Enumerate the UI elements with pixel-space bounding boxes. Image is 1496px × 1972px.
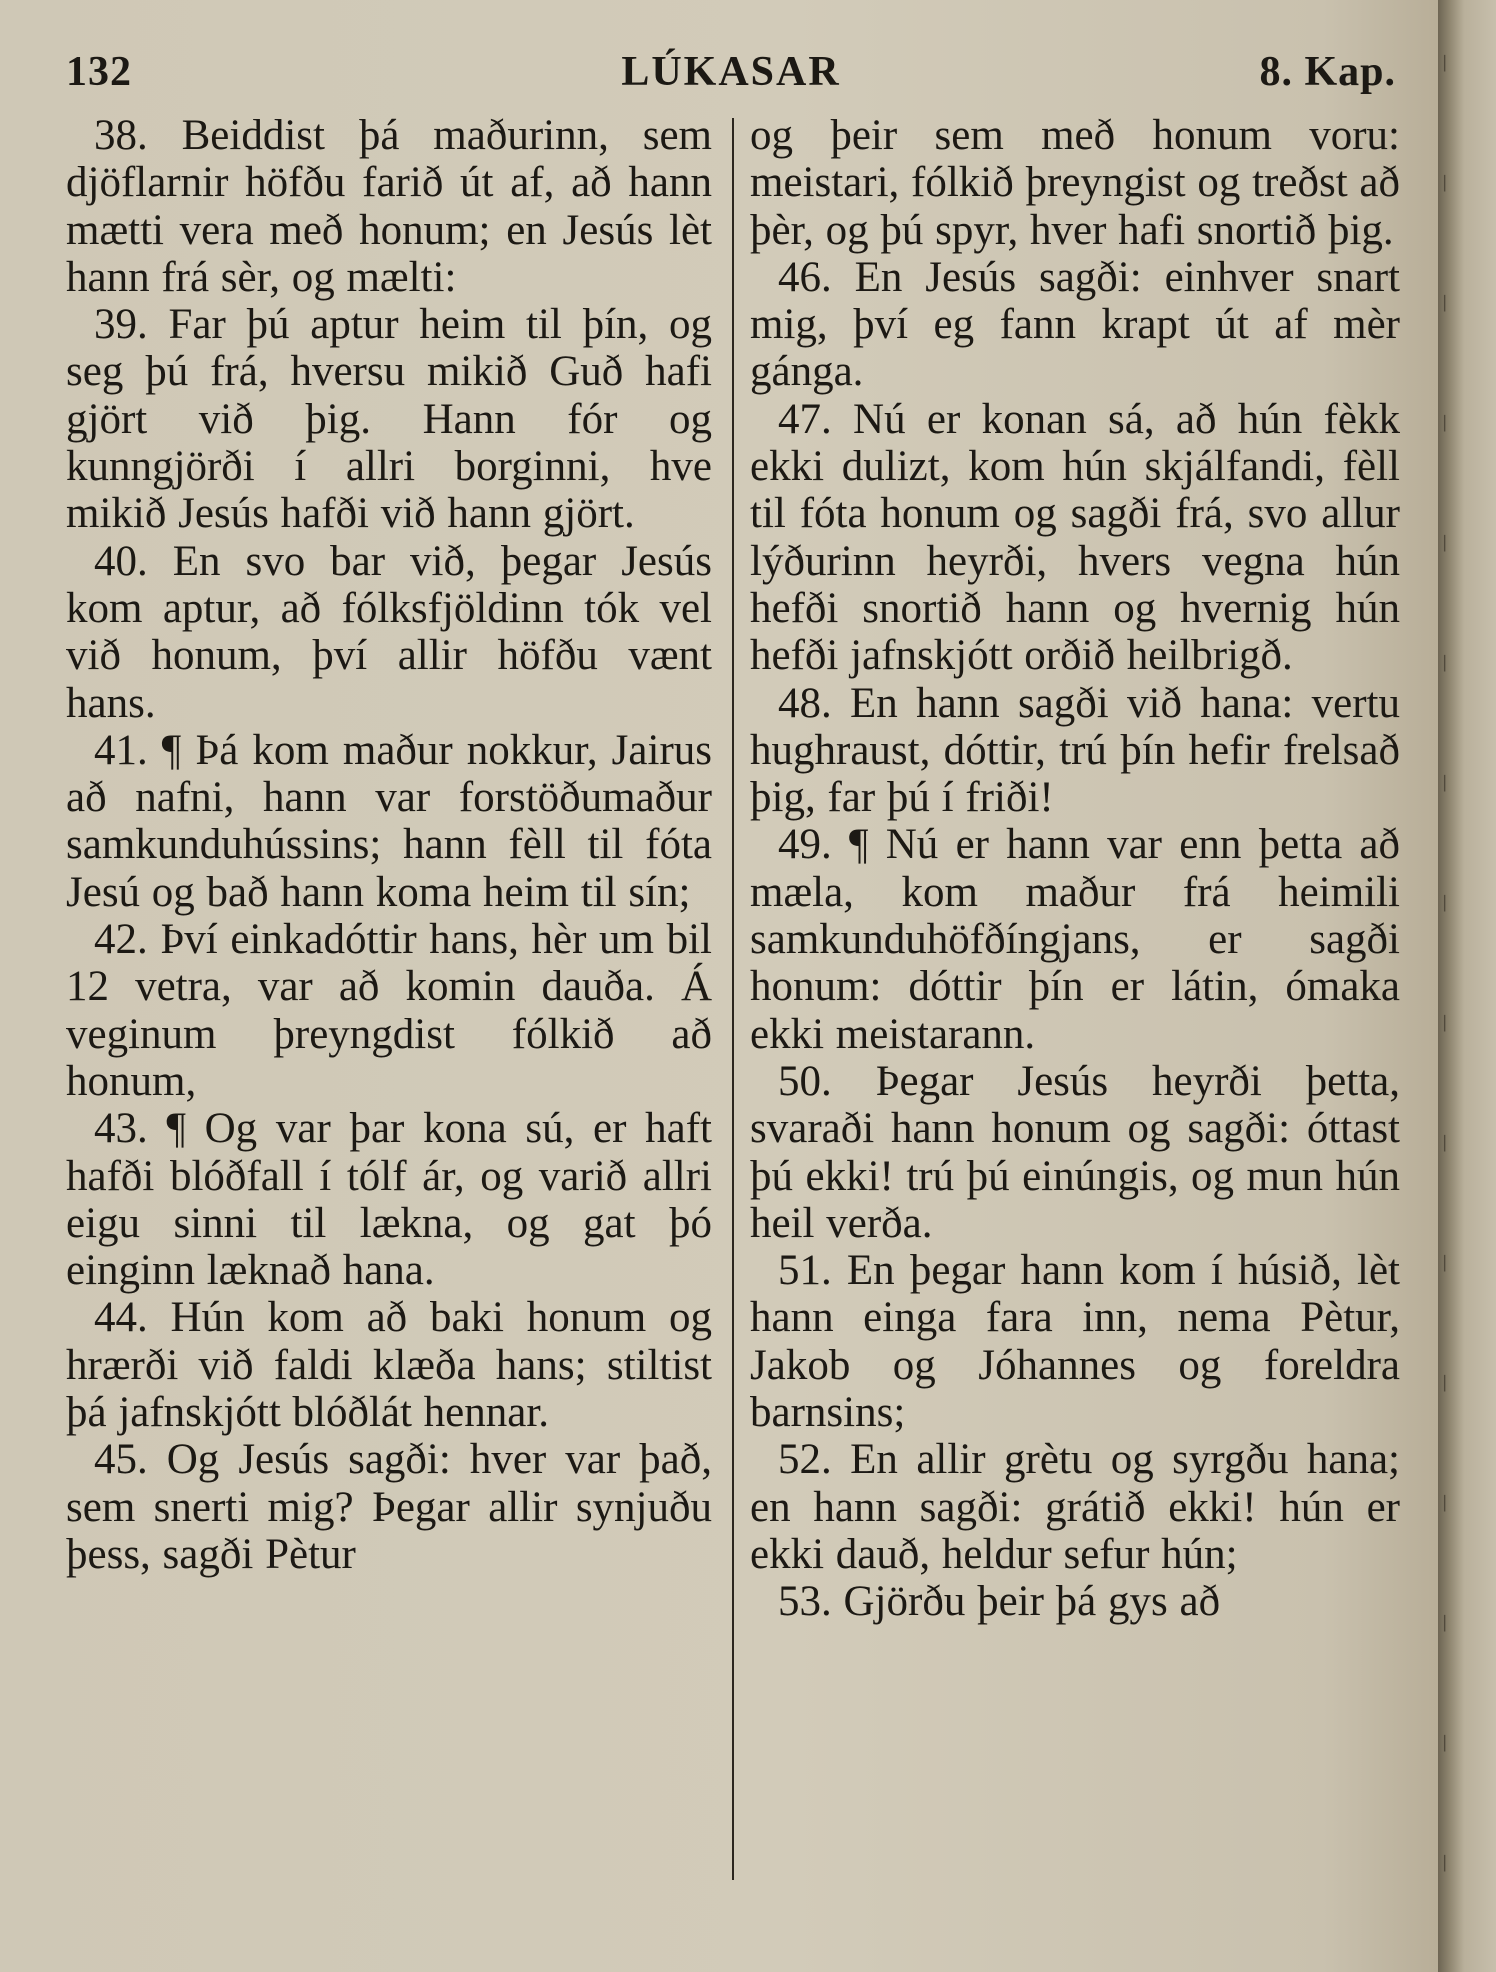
verse-45-continuation: og þeir sem með honum voru: meistari, fólkið þreyngist og treðst að þèr, og þú spyr, hver hafi snortið þig. bbox=[750, 112, 1400, 254]
facing-page-edge: ▏ ▏ ▏ ▏ ▏ ▏ ▏ ▏ ▏ ▏ ▏ ▏ ▏ ▏ ▏ ▏ bbox=[1438, 0, 1496, 1972]
verse-39: 39. Far þú aptur heim til þín, og seg þú frá, hversu mikið Guð hafi gjört við þig. Hann fór og kunngjörði í allri borginni, hve mikið Jesús hafði við hann gjört. bbox=[66, 301, 712, 538]
verse-47: 47. Nú er konan sá, að hún fèkk ekki dulizt, kom hún skjálfandi, fèll til fóta honum og sagði frá, svo allur lýðurinn heyrði, hvers vegna hún hefði snortið hann og hvernig hún hefði jafnskjótt orðið heilbrigð. bbox=[750, 395, 1400, 680]
verse-48: 48. En hann sagði við hana: vertu hughraust, dóttir, trú þín hefir frelsað þig, far þú í friði! bbox=[750, 679, 1400, 822]
chapter-label: 8. Kap. bbox=[1259, 49, 1396, 95]
verse-49: 49. ¶ Nú er hann var enn þetta að mæla, kom maður frá heimili samkunduhöfðíngjans, er sagði honum: dóttir þín er látin, ómaka ekki meistarann. bbox=[750, 821, 1400, 1058]
verse-40: 40. En svo bar við, þegar Jesús kom aptur, að fólksfjöldinn tók vel við honum, því allir höfðu vænt hans. bbox=[66, 537, 712, 727]
verse-53: 53. Gjörðu þeir þá gys að bbox=[778, 1578, 1221, 1626]
verse-38: 38. Beiddist þá maðurinn, sem djöflarnir höfðu farið út af, að hann mætti vera með honum; en Jesús lèt hann frá sèr, og mælti: bbox=[66, 112, 712, 301]
verse-50: 50. Þegar Jesús heyrði þetta, svaraði hann honum og sagði: óttast þú ekki! trú þú einúngis, og mun hún heil verða. bbox=[750, 1057, 1400, 1247]
running-title: LÚKASAR bbox=[621, 49, 841, 95]
verse-42: 42. Því einkadóttir hans, hèr um bil 12 vetra, var að komin dauða. Á veginum þreyngdist fólkið að honum, bbox=[66, 916, 712, 1105]
verse-52: 52. En allir grètu og syrgðu hana; en hann sagði: grátið ekki! hún er ekki dauð, heldur sefur hún; bbox=[750, 1436, 1400, 1578]
page-number: 132 bbox=[66, 49, 132, 95]
verse-46: 46. En Jesús sagði: einhver snart mig, því eg fann krapt út af mèr gánga. bbox=[750, 253, 1400, 396]
column-divider bbox=[732, 118, 734, 1880]
right-column bbox=[750, 112, 1400, 1892]
verse-43: 43. ¶ Og var þar kona sú, er haft hafði blóðfall í tólf ár, og varið allri eigu sinni til lækna, og gat þó einginn læknað hana. bbox=[66, 1105, 712, 1295]
verse-41: 41. ¶ Þá kom maður nokkur, Jairus að nafni, hann var forstöðumaður samkunduhússins; hann fèll til fóta Jesú og bað hann koma heim til sín; bbox=[66, 726, 712, 916]
verse-51: 51. En þegar hann kom í húsið, lèt hann einga fara inn, nema Pètur, Jakob og Jóhannes og foreldra barnsins; bbox=[750, 1247, 1400, 1437]
left-column bbox=[66, 112, 712, 1892]
verse-44: 44. Hún kom að baki honum og hrærði við faldi klæða hans; stiltist þá jafnskjótt blóðlát hennar. bbox=[66, 1294, 712, 1437]
verse-45: 45. Og Jesús sagði: hver var það, sem snerti mig? Þegar allir synjuðu þess, sagði Pètur bbox=[66, 1436, 712, 1578]
running-header bbox=[66, 48, 1396, 108]
